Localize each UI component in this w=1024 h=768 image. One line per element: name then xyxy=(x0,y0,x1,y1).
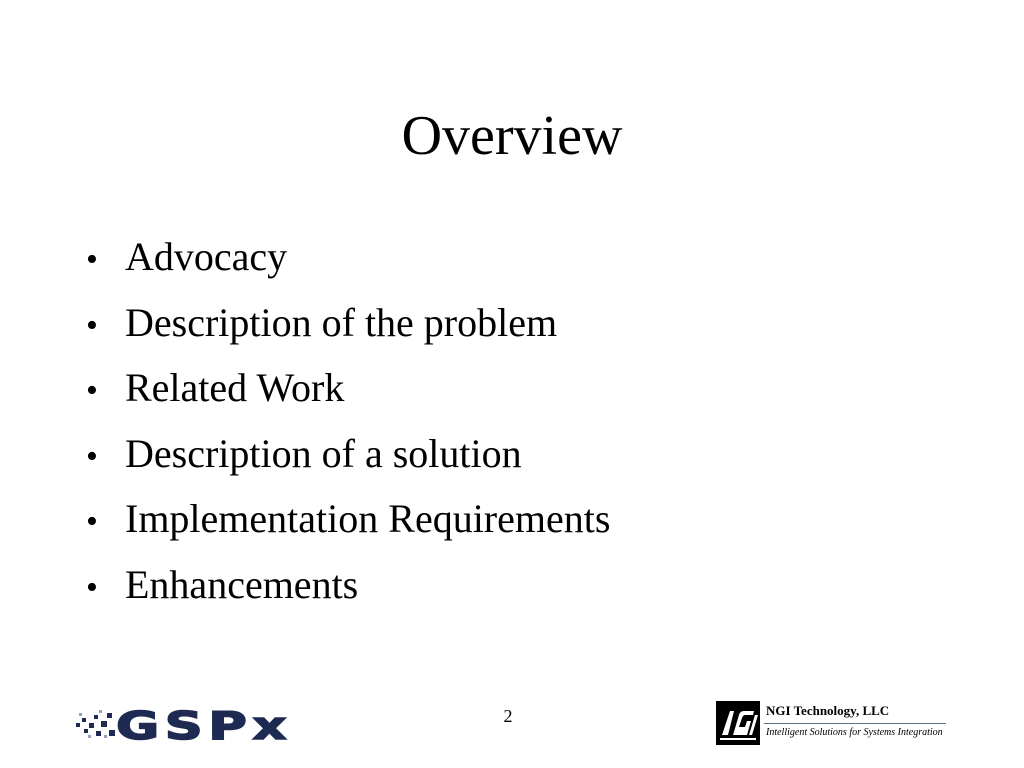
bullet-item xyxy=(86,228,610,294)
bullet-item xyxy=(86,490,610,556)
ngi-tagline: Intelligent Solutions for Systems Integration xyxy=(766,727,943,738)
bullet-icon: • xyxy=(86,568,98,606)
bullet-icon: • xyxy=(86,372,98,409)
bullet-item xyxy=(86,294,610,360)
bullet-icon: • xyxy=(86,306,98,344)
bullet-text: Description of a solution xyxy=(125,430,522,476)
bullet-text: Description of the problem xyxy=(125,299,558,345)
ngi-mark-icon xyxy=(716,701,760,745)
bullet-text: Implementation Requirements xyxy=(125,496,611,541)
page-number: 2 xyxy=(503,706,513,726)
bullet-text: Enhancements xyxy=(125,561,359,607)
bullet-icon: • xyxy=(86,503,98,540)
bullet-text: Advocacy xyxy=(125,234,288,279)
slide-title: Overview xyxy=(401,105,623,167)
bullet-list xyxy=(86,228,610,621)
ngi-divider xyxy=(764,723,946,724)
gspx-wordmark: GSPx xyxy=(116,705,292,745)
bullet-text: Related Work xyxy=(125,365,345,410)
bullet-item xyxy=(86,425,610,491)
bullet-item xyxy=(86,556,610,622)
ngi-company-name: NGI Technology, LLC xyxy=(766,703,890,718)
bullet-icon: • xyxy=(86,241,98,278)
gspx-logo-icon xyxy=(74,705,296,745)
bullet-icon: • xyxy=(86,437,98,475)
bullet-item xyxy=(86,359,610,425)
ngi-logo xyxy=(716,701,952,747)
